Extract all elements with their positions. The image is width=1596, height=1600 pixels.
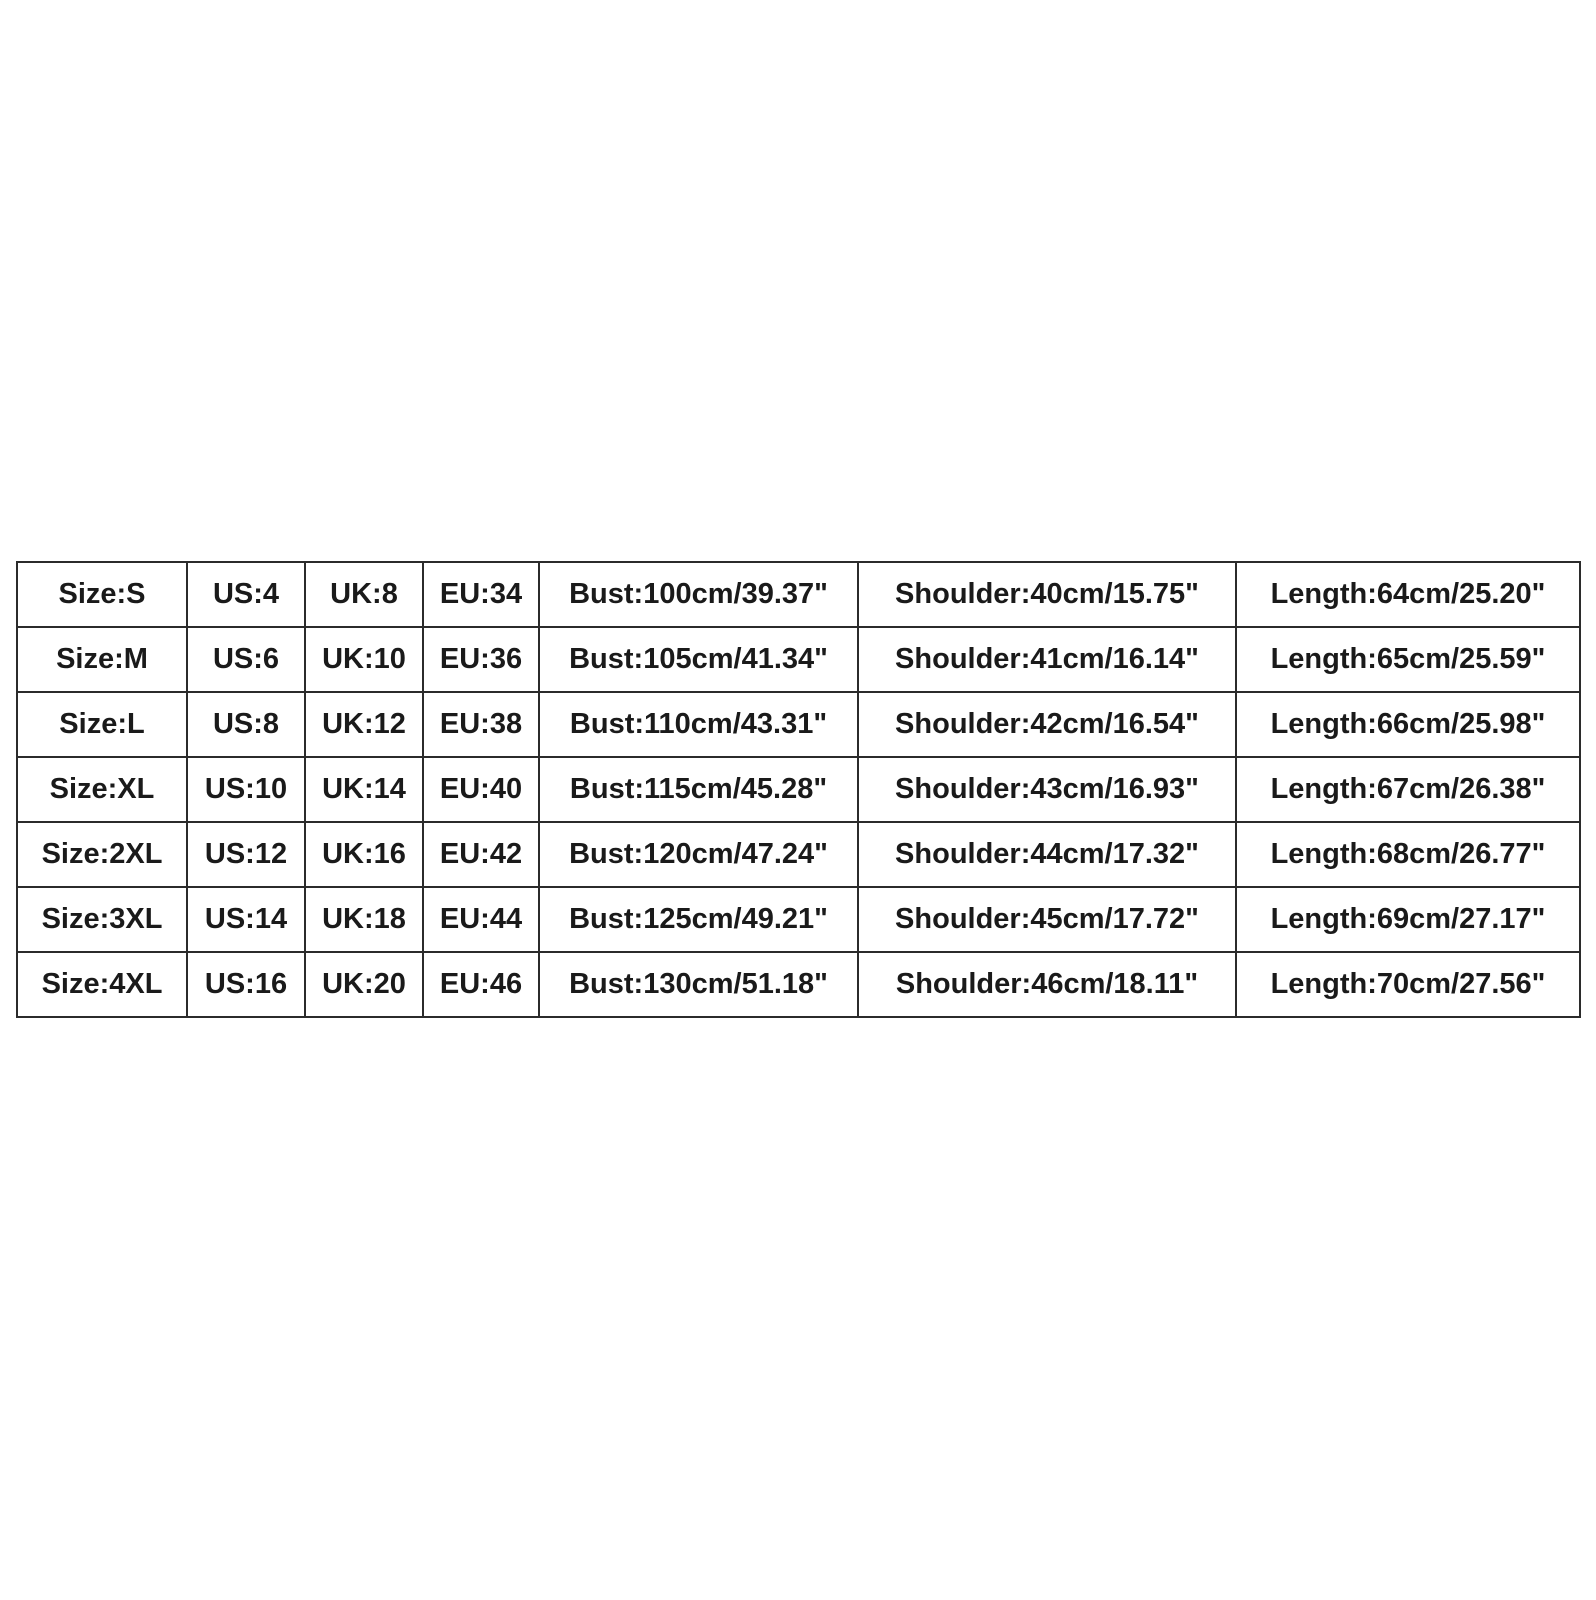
bust-cell: Bust:120cm/47.24" [539,822,858,887]
size-cell: Size:L [17,692,187,757]
bust-cell: Bust:115cm/45.28" [539,757,858,822]
table-row [17,887,1580,952]
eu-size-cell: EU:44 [423,887,539,952]
shoulder-cell: Shoulder:46cm/18.11" [858,952,1236,1017]
length-cell: Length:69cm/27.17" [1236,887,1580,952]
size-cell: Size:M [17,627,187,692]
size-chart-body [17,562,1580,1017]
uk-size-cell: UK:10 [305,627,423,692]
uk-size-cell: UK:16 [305,822,423,887]
bust-cell: Bust:130cm/51.18" [539,952,858,1017]
length-cell: Length:65cm/25.59" [1236,627,1580,692]
uk-size-cell: UK:20 [305,952,423,1017]
table-row [17,952,1580,1017]
us-size-cell: US:6 [187,627,305,692]
length-cell: Length:70cm/27.56" [1236,952,1580,1017]
us-size-cell: US:4 [187,562,305,627]
shoulder-cell: Shoulder:41cm/16.14" [858,627,1236,692]
size-cell: Size:XL [17,757,187,822]
uk-size-cell: UK:12 [305,692,423,757]
eu-size-cell: EU:42 [423,822,539,887]
bust-cell: Bust:125cm/49.21" [539,887,858,952]
size-cell: Size:3XL [17,887,187,952]
us-size-cell: US:12 [187,822,305,887]
length-cell: Length:68cm/26.77" [1236,822,1580,887]
table-row [17,822,1580,887]
table-row [17,627,1580,692]
uk-size-cell: UK:18 [305,887,423,952]
length-cell: Length:64cm/25.20" [1236,562,1580,627]
bust-cell: Bust:110cm/43.31" [539,692,858,757]
bust-cell: Bust:100cm/39.37" [539,562,858,627]
shoulder-cell: Shoulder:43cm/16.93" [858,757,1236,822]
size-chart-table [16,561,1581,1018]
size-cell: Size:2XL [17,822,187,887]
size-cell: Size:S [17,562,187,627]
shoulder-cell: Shoulder:45cm/17.72" [858,887,1236,952]
size-cell: Size:4XL [17,952,187,1017]
eu-size-cell: EU:46 [423,952,539,1017]
eu-size-cell: EU:36 [423,627,539,692]
eu-size-cell: EU:38 [423,692,539,757]
bust-cell: Bust:105cm/41.34" [539,627,858,692]
uk-size-cell: UK:8 [305,562,423,627]
uk-size-cell: UK:14 [305,757,423,822]
shoulder-cell: Shoulder:40cm/15.75" [858,562,1236,627]
us-size-cell: US:10 [187,757,305,822]
eu-size-cell: EU:34 [423,562,539,627]
us-size-cell: US:14 [187,887,305,952]
shoulder-cell: Shoulder:44cm/17.32" [858,822,1236,887]
table-row [17,692,1580,757]
shoulder-cell: Shoulder:42cm/16.54" [858,692,1236,757]
length-cell: Length:66cm/25.98" [1236,692,1580,757]
table-row [17,562,1580,627]
us-size-cell: US:16 [187,952,305,1017]
eu-size-cell: EU:40 [423,757,539,822]
length-cell: Length:67cm/26.38" [1236,757,1580,822]
us-size-cell: US:8 [187,692,305,757]
table-row [17,757,1580,822]
